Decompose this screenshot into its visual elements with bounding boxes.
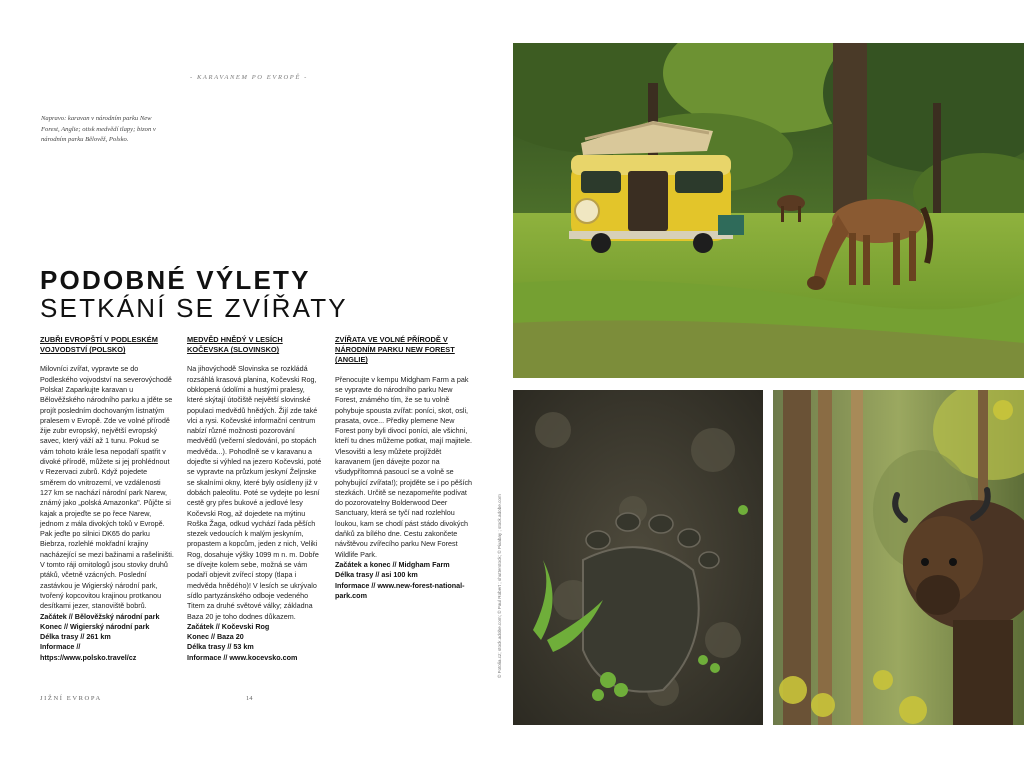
photo-credits: © Fotolia.cz; stock.adobe.com; © Paul Robert ; shutterstock; © Pixabay ; stock.adobe.com <box>497 494 502 678</box>
page-subtitle: SETKÁNÍ SE ZVÍŘATY <box>40 293 348 323</box>
route-length: Délka trasy // asi 100 km <box>335 570 418 580</box>
route-length: Délka trasy // 53 km <box>187 642 254 652</box>
photo-camper-van-pony <box>513 43 1024 378</box>
article-column-poland <box>40 335 174 663</box>
route-info: Informace // www.new-forest-national-park.com <box>335 580 465 600</box>
column-body: Na jihovýchodě Slovinska se rozkládá rozsáhlá krasová planina, Kočevski Rog, obklopená údolími a hustými pralesy, které skýtají útočiště největší slovinské populaci medvědů hnědých. Žijí zde také vlci a rysi. Kočevské informační centrum nabízí různé možnosti pozorování medvědů (večerní sledování, po stopách medvěda...). Pohodlně se v karavanu a dojeďte si výhled na jezero Kočevski, poté se vypravte na průzkum jeskyní Željnske se skalními okny, které byly osídleny již v dobách paleolitu. Poté se vydejte po lesní cestě gry přes bukové a jedlové lesy Kočevski Rog, až dojedete na mýtinu Roška Žaga, odkud vychází řada pěších stezek vedoucích k malým jeskyním, propastem a kopcům, jeden z nich, Veliki Rog, dosahuje výšky 1099 m n. m. Dobře se dívejte kolem sebe, možná se vám podaří objevit zvířecí stopy (tlapa i medvěda hnědého)! V lesích se ukrývalo sídlo partyzánského odboje vedeného Titem za druhé světové války; základna Baza 20 je toho dodnes důkazem. <box>187 364 322 621</box>
page-title: PODOBNÉ VÝLETY <box>40 265 311 295</box>
route-start: Začátek // Bělověžský národní park <box>40 611 160 621</box>
column-body: Přenocujte v kempu Midgham Farm a pak se vypravte do národního parku New Forest, známého tím, že se tu volně pohybuje spousta zvířat: poníci, skot, osli, prasata, ovce... Předky plemene New Forest pony byli divocí poníci, ale všichni, kteří tu dnes můžeme potkat, mají majitele. Vlesovišti a lesy můžete projíždět karavanem (jen dávejte pozor na všudypřítomná pasoucí se a volně se pohybující zvířata!); projděte se i po pěších stezkách. Určitě se nezapomeňte podívat do pozorovatelny Bolderwood Deer Sanctuary, která se tyčí nad rozlehlou loukou, kam se chodí pást stádo divokých daňků za bílého dne. Cestu zakončete návštěvou zvířecího parku New Forest Wildlife Park. <box>335 374 473 559</box>
column-body: Milovníci zvířat, vypravte se do Podleského vojvodství na severovýchodě Polska! Zaparkujte karavan u Bělověžského národního parku a jděte se projít posledním dochovaným listnatým pralesem v Evropě. Zde ve volné přírodě žije zubr evropský, největší evropský savec, který váží až 1 tunu. Pokud se vám tohoto krále lesa nepodaří spatřit v divoké přírodě, můžete si jej prohlédnout v Rezervaci zubrů. Když pojedete směrem do vnitrozemí, ve vzdálenosti 127 km se nachází národní park Narew, známý jako „polská Amazonka". Půjčte si kajak a projeďte se po řece Narew, jednom z mála divokých toků v Evropě. Pak jeďte po silnici DK65 do parku Biebrza, rozlehlé mokřadní krajiny nacházející se mezi bažinami a rašeliništi. V tomto ráji ornitologů jsou stovky druhů ptáků, včetně vzácných. Poslední zastávkou je Wigierský národní park, tvořený kopcovitou krajinou protkanou desítkami jezer, stanoviště bobrů. <box>40 364 174 611</box>
camper-van <box>569 121 733 253</box>
running-head: - KARAVANEM PO EVROPĚ - <box>190 74 308 81</box>
page-number: 14 <box>246 695 253 702</box>
route-info: Informace // https://www.polsko.travel/cz <box>40 642 137 662</box>
footer-section: JIŽNÍ EVROPA <box>40 695 102 702</box>
photo-bear-track <box>513 390 763 725</box>
route-start: Začátek a konec // Midgham Farm <box>335 559 450 569</box>
route-start: Začátek // Kočevski Rog <box>187 621 270 631</box>
column-heading: ZVÍŘATA VE VOLNÉ PŘÍRODĚ V NÁRODNÍM PARKU NEW FOREST (ANGLIE) <box>335 335 455 365</box>
column-heading: MEDVĚD HNĚDÝ V LESÍCH KOČEVSKA (SLOVINSKO) <box>187 335 283 355</box>
column-heading: ZUBŘI EVROPŠTÍ V PODLESKÉM VOJVODSTVÍ (POLSKO) <box>40 335 158 355</box>
route-length: Délka trasy // 261 km <box>40 632 111 642</box>
photo-bison <box>773 390 1024 725</box>
route-end: Konec // Baza 20 <box>187 632 244 642</box>
route-info: Informace // www.kocevsko.com <box>187 652 298 662</box>
article-column-slovenia <box>187 335 322 663</box>
route-end: Konec // Wigierský národní park <box>40 621 150 631</box>
photo-caption: Napravo: karavan v národním parku New Forest, Anglie; otisk medvědí tlapy; bizon v národním parku Bělověž, Polsko. <box>41 115 156 143</box>
article-column-england <box>335 335 473 601</box>
